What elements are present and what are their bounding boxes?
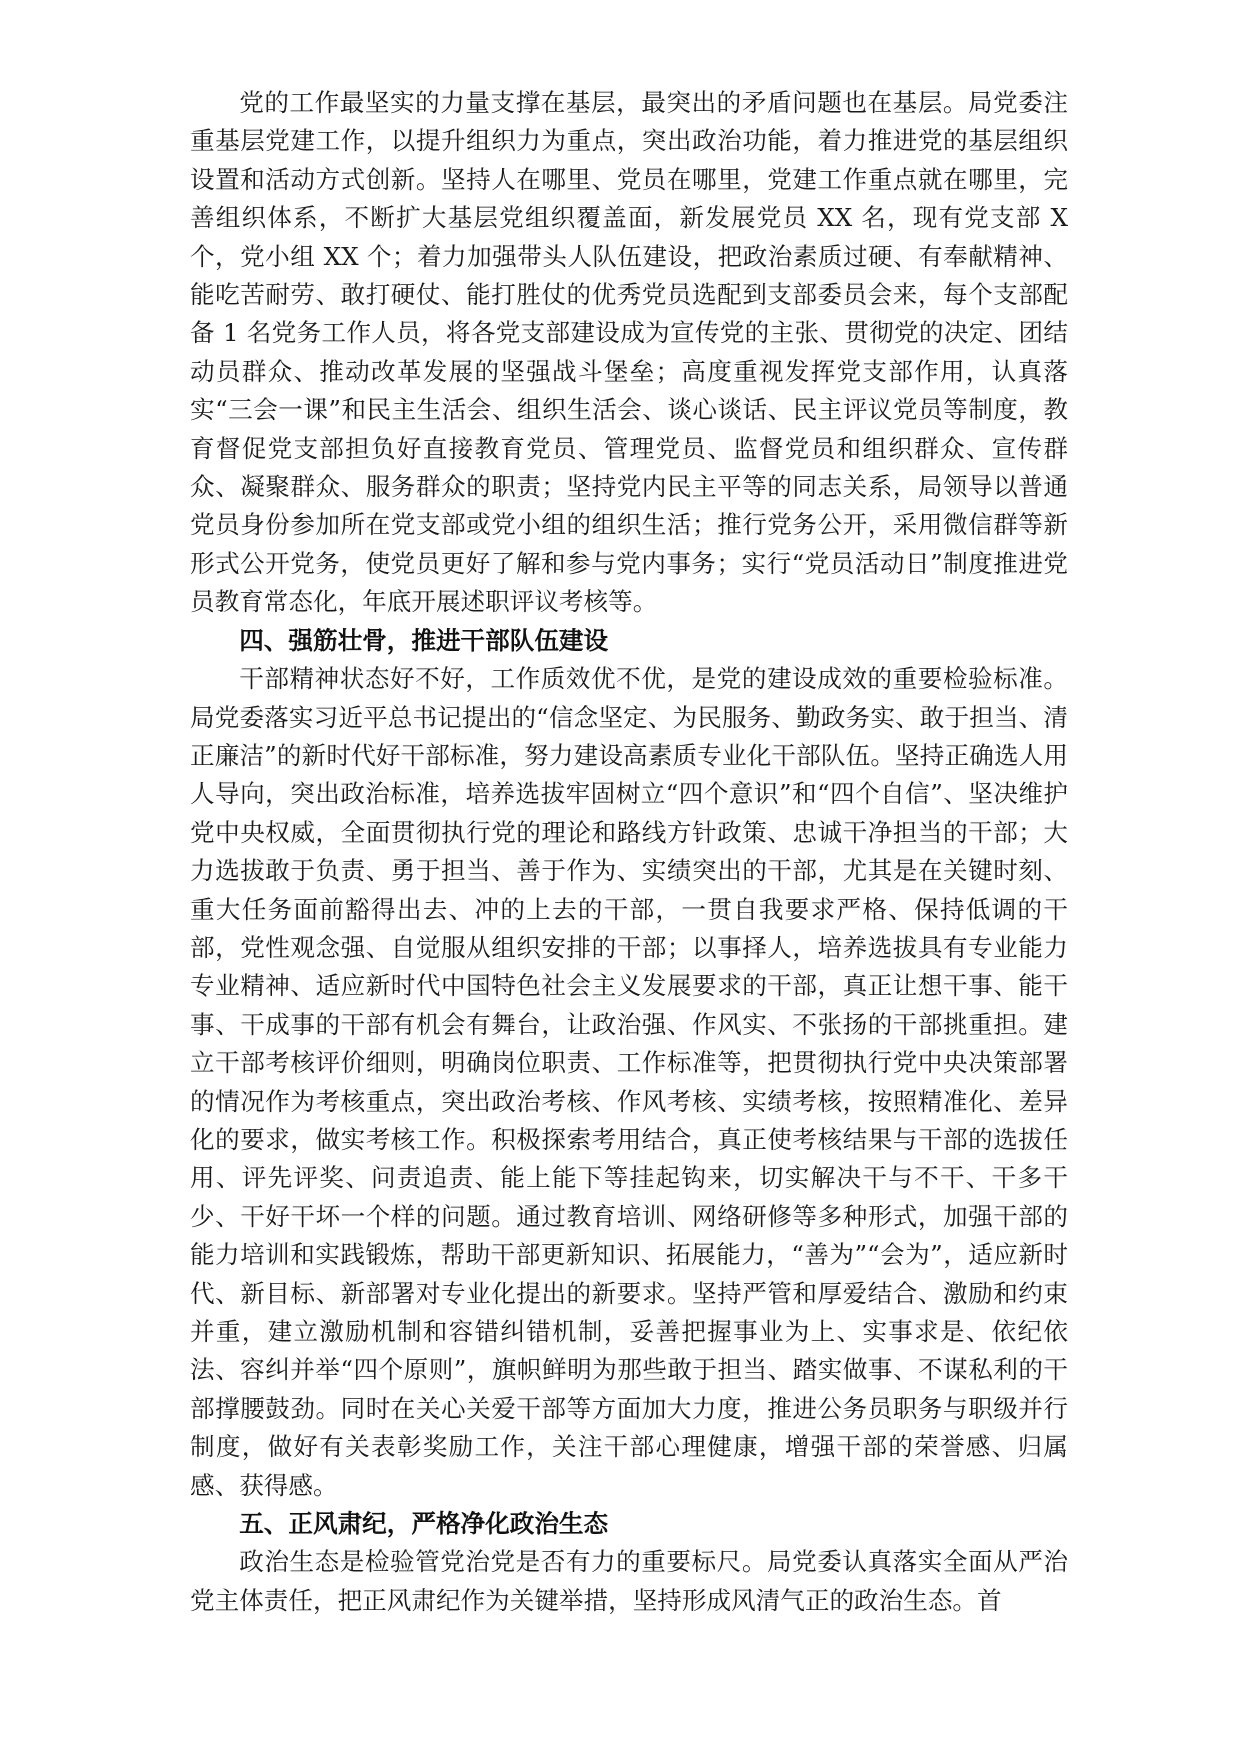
body-paragraph-political-ecology: 政治生态是检验管党治党是否有力的重要标尺。局党委认真落实全面从严治党主体责任，把正风肃纪作为关键举措，坚持形成风清气正的政治生态。首 bbox=[190, 1547, 1068, 1615]
body-paragraph-cadres: 干部精神状态好不好，工作质效优不优，是党的建设成效的重要检验标准。局党委落实习近平总书记提出的“信念坚定、为民服务、勤政务实、敢于担当、清正廉洁”的新时代好干部标准，努力建设高素质专业化干部队伍。坚持正确选人用人导向，突出政治标准，培养选拔牢固树立“四个意识”和“四个自信”、坚决维护党中央权威，全面贯彻执行党的理论和路线方针政策、忠诚干净担当的干部；大力选拔敢于负责、勇于担当、善于作为、实绩突出的干部，尤其是在关键时刻、重大任务面前豁得出去、冲的上去的干部，一贯自我要求严格、保持低调的干部，党性观念强、自觉服从组织安排的干部；以事择人，培养选拔具有专业能力专业精神、适应新时代中国特色社会主义发展要求的干部，真正让想干事、能干事、干成事的干部有机会有舞台，让政治强、作风实、不张扬的干部挑重担。建立干部考核评价细则，明确岗位职责、工作标准等，把贯彻执行党中央决策部署的情况作为考核重点，突出政治考核、作风考核、实绩考核，按照精准化、差异化的要求，做实考核工作。积极探索考用结合，真正使考核结果与干部的选拔任用、评先评奖、问责追责、能上能下等挂起钩来，切实解决干与不干、干多干少、干好干坏一个样的问题。通过教育培训、网络研修等多种形式，加强干部的能力培训和实践锻炼，帮助干部更新知识、拓展能力，“善为”“会为”，适应新时代、新目标、新部署对专业化提出的新要求。坚持严管和厚爱结合、激励和约束并重，建立激励机制和容错纠错机制，妥善把握事业为上、实事求是、依纪依法、容纠并举“四个原则”，旗帜鲜明为那些敢于担当、踏实做事、不谋私利的干部撑腰鼓劲。同时在关心关爱干部等方面加大力度，推进公务员职务与职级并行制度，做好有关表彰奖励工作，关注干部心理健康，增强干部的荣誉感、归属感、获得感。 bbox=[190, 664, 1068, 1500]
section-heading-5: 五、正风肃纪，严格净化政治生态 bbox=[239, 1509, 609, 1539]
document-page bbox=[190, 84, 1068, 1620]
body-paragraph-grassroots: 党的工作最坚实的力量支撑在基层，最突出的矛盾问题也在基层。局党委注重基层党建工作，以提升组织力为重点，突出政治功能，着力推进党的基层组织设置和活动方式创新。坚持人在哪里、党员在哪里，党建工作重点就在哪里，完善组织体系，不断扩大基层党组织覆盖面，新发展党员 XX 名，现有党支部 X 个，党小组 XX 个；着力加强带头人队伍建设，把政治素质过硬、有奉献精神、能吃苦耐劳、敢打硬仗、能打胜仗的优秀党员选配到支部委员会来，每个支部配备 1 名党务工作人员，将各党支部建设成为宣传党的主张、贯彻党的决定、团结动员群众、推动改革发展的坚强战斗堡垒；高度重视发挥党支部作用，认真落实“三会一课”和民主生活会、组织生活会、谈心谈话、民主评议党员等制度，教育督促党支部担负好直接教育党员、管理党员、监督党员和组织群众、宣传群众、凝聚群众、服务群众的职责；坚持党内民主平等的同志关系，局领导以普通党员身份参加所在党支部或党小组的组织生活；推行党务公开，采用微信群等新形式公开党务，使党员更好了解和参与党内事务；实行“党员活动日”制度推进党员教育常态化，年底开展述职评议考核等。 bbox=[190, 88, 1068, 617]
section-heading-4: 四、强筋壮骨，推进干部队伍建设 bbox=[239, 625, 609, 655]
